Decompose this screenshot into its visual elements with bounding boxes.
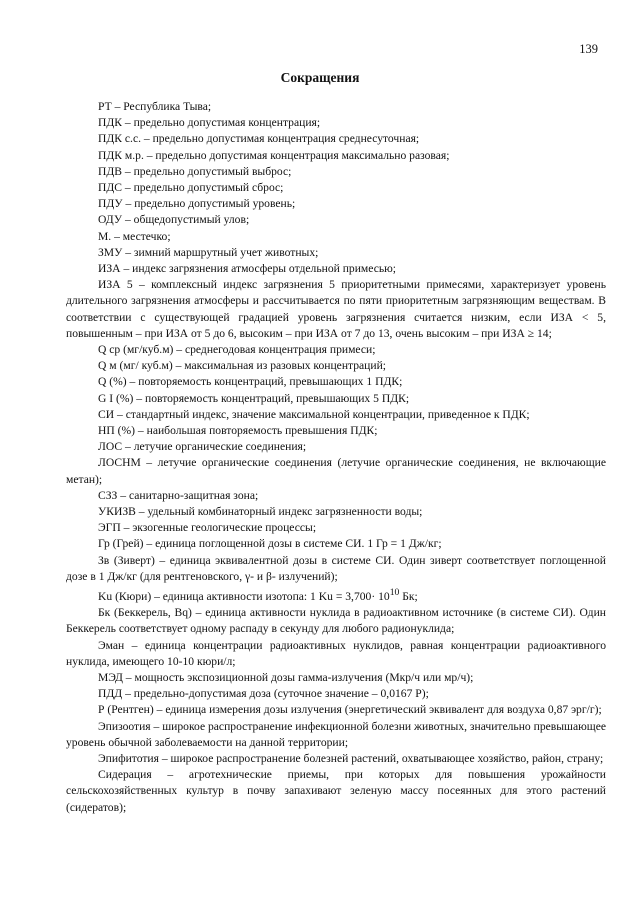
abbreviation-entry: Эпизоотия – широкое распространение инфекционной болезни животных, значительно превышающее уровень обычной заболеваемости на данной территории; xyxy=(66,719,606,749)
page-number: 139 xyxy=(579,42,598,56)
abbreviation-entry: ПДК с.с. – предельно допустимая концентрация среднесуточная; xyxy=(98,132,420,146)
abbreviation-entry: Q м (мг/ куб.м) – максимальная из разовых концентраций; xyxy=(98,359,387,373)
abbreviation-entry xyxy=(66,585,606,605)
abbreviation-entry: УКИЗВ – удельный комбинаторный индекс загрязненности воды; xyxy=(98,505,423,519)
abbreviation-entry: СИ – стандартный индекс, значение максимальной концентрации, приведенное к ПДК; xyxy=(98,407,530,421)
abbreviation-entry: ПДК – предельно допустимая концентрация; xyxy=(98,116,321,130)
abbreviation-entry: ИЗА 5 – комплексный индекс загрязнения 5 приоритетными примесями, характеризует уровень длительного загрязнения атмосферы и рассчитывается по пяти приоритетным загрязняющим веществам. В соответствии с существующей градацией уровень загрязнения считается низким, если ИЗА < 5, повышенным – при ИЗА от 5 до 6, высоким – при ИЗА от 7 до 13, очень высоким – при ИЗА ≥ 14; xyxy=(66,278,606,340)
abbreviation-entry: ПДВ – предельно допустимый выброс; xyxy=(98,164,292,178)
abbreviation-entry: Эман – единица концентрации радиоактивных нуклидов, равная концентрации радиоактивного нуклида, имеющего 10-10 кюри/л; xyxy=(66,638,606,668)
entry-text-after: Бк; xyxy=(399,589,418,603)
abbreviation-entry: СЗЗ – санитарно-защитная зона; xyxy=(98,488,259,502)
entry-text: Ku (Кюри) – единица активности изотопа: 1 Ku = 3,700· 10 xyxy=(98,589,390,603)
abbreviation-entry: ИЗА – индекс загрязнения атмосферы отдельной примесью; xyxy=(98,262,397,276)
abbreviation-entry: ПДС – предельно допустимый сброс; xyxy=(98,181,284,195)
abbreviation-entry: Эпифитотия – широкое распространение болезней растений, охватывающее хозяйство, район, страну; xyxy=(98,751,604,765)
abbreviation-entry: ЛОС – летучие органические соединения; xyxy=(98,440,307,454)
abbreviation-entry: Q (%) – повторяемость концентраций, превышающих 1 ПДК; xyxy=(98,375,403,389)
abbreviation-entry: ЗМУ – зимний маршрутный учет животных; xyxy=(98,245,319,259)
abbreviation-entry: Сидерация – агротехнические приемы, при которых для повышения урожайности сельскохозяйственных культур в почву запахивают зеленую массу посеянных для этого растений (сидератов); xyxy=(66,768,606,814)
abbreviation-entry: М. – местечко; xyxy=(98,229,171,243)
abbreviation-entry: Р (Рентген) – единица измерения дозы излучения (энергетический эквивалент для воздуха 0,87 эрг/г); xyxy=(98,703,602,717)
abbreviation-list xyxy=(66,99,606,816)
abbreviation-entry: РТ – Республика Тыва; xyxy=(98,100,212,113)
abbreviation-entry: НП (%) – наибольшая повторяемость превышения ПДК; xyxy=(98,424,378,438)
abbreviation-entry: ЛОСНМ – летучие органические соединения (летучие органические соединения, не включающие метан); xyxy=(66,456,606,486)
abbreviation-entry: ПДУ – предельно допустимый уровень; xyxy=(98,197,296,211)
abbreviation-entry: Гр (Грей) – единица поглощенной дозы в системе СИ. 1 Гр = 1 Дж/кг; xyxy=(98,537,442,551)
abbreviation-entry: Бк (Беккерель, Bq) – единица активности нуклида в радиоактивном источнике (в системе СИ). Один Беккерель соответствует одному распаду в секунду для любого радионуклида; xyxy=(66,606,606,636)
abbreviation-entry: ЭГП – экзогенные геологические процессы; xyxy=(98,521,317,535)
abbreviation-entry: G I (%) – повторяемость концентраций, превышающих 5 ПДК; xyxy=(98,391,410,405)
abbreviation-entry: ОДУ – общедопустимый улов; xyxy=(98,213,250,227)
exponent: 10 xyxy=(389,587,400,599)
abbreviation-entry: МЭД – мощность экспозиционной дозы гамма-излучения (Мкр/ч или мр/ч); xyxy=(98,670,474,684)
abbreviation-entry: Зв (Зиверт) – единица эквивалентной дозы в системе СИ. Один зиверт соответствует поглощенной дозе в 1 Дж/кг (для рентгеновского, γ- и β- излучений); xyxy=(66,553,606,583)
page-title: Сокращения xyxy=(280,70,360,85)
abbreviation-entry: ПДД – предельно-допустимая доза (суточное значение – 0,0167 Р); xyxy=(98,687,429,701)
abbreviation-entry: Q ср (мг/куб.м) – среднегодовая концентрация примеси; xyxy=(98,343,376,357)
abbreviation-entry: ПДК м.р. – предельно допустимая концентрация максимально разовая; xyxy=(98,148,450,162)
